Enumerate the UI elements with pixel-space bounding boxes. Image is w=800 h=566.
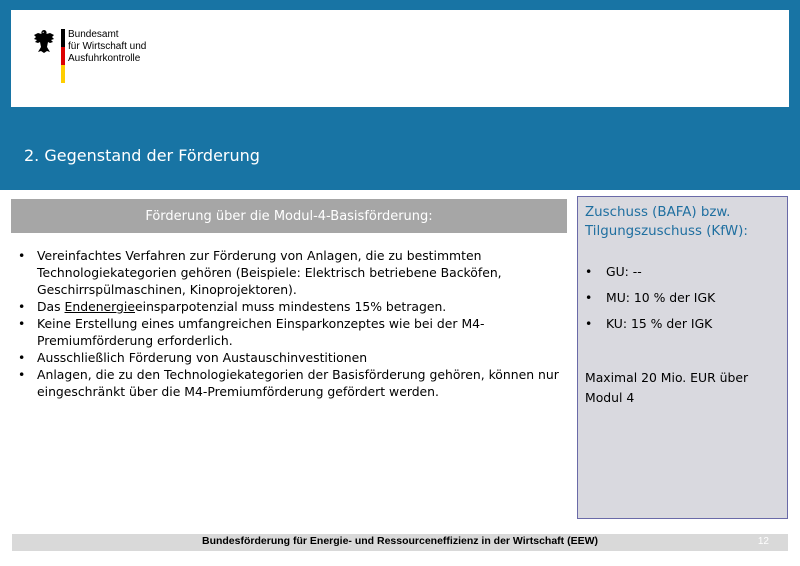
agency-name-line: Ausfuhrkontrolle <box>68 53 141 64</box>
slide-title: 2. Gegenstand der Förderung <box>24 146 260 165</box>
bullet-text: Das <box>37 299 65 314</box>
agency-name-line: Bundesamt <box>68 29 119 40</box>
footer-text: Bundesförderung für Energie- und Ressourceneffizienz in der Wirtschaft (EEW) <box>201 535 599 547</box>
funding-bullet-list <box>18 247 566 400</box>
bullet-item <box>18 298 566 315</box>
page-number: 12 <box>757 536 769 547</box>
subsidy-rate-item: • MU: 10 % der IGK <box>585 290 715 316</box>
german-flag-bar <box>61 29 65 83</box>
bullet-item: • Anlagen, die zu den Technologiekategorien der Basisförderung gehören, können nur eingeschränkt über die M4-Premiumförderung gefördert werden. <box>18 366 566 400</box>
underlined-term: Endenergie <box>64 299 135 314</box>
subsidy-max-note: Maximal 20 Mio. EUR über Modul 4 <box>585 370 749 405</box>
funding-box-title: Förderung über die Modul-4-Basisförderung: <box>11 199 567 233</box>
subsidy-rate-list <box>585 264 715 342</box>
agency-name <box>68 29 146 65</box>
bullet-item: • Keine Erstellung eines umfangreichen Einsparkonzeptes wie bei der M4-Premiumförderung erforderlich. <box>18 315 566 349</box>
subsidy-rate-item: • GU: -- <box>585 264 715 290</box>
federal-eagle-icon <box>33 28 55 54</box>
footer-bar <box>12 534 788 551</box>
subsidy-title: Zuschuss (BAFA) bzw. Tilgungszuschuss (KfW): <box>585 205 748 239</box>
bullet-item: • Vereinfachtes Verfahren zur Förderung von Anlagen, die zu bestimmten Technologiekategorien gehören (Beispiele: Elektrisch betriebene Backöfen, Geschirrspülmaschinen, Kinoprojektoren). <box>18 247 566 298</box>
bullet-item: • Ausschließlich Förderung von Austauschinvestitionen <box>18 349 566 366</box>
flag-red <box>61 47 65 65</box>
flag-black <box>61 29 65 47</box>
bullet-text: einsparpotenzial muss mindestens 15% betragen. <box>135 299 447 314</box>
flag-gold <box>61 65 65 83</box>
subsidy-rate-item: • KU: 15 % der IGK <box>585 316 715 342</box>
subsidy-info-box <box>577 196 788 519</box>
agency-name-line: für Wirtschaft und <box>68 41 147 52</box>
